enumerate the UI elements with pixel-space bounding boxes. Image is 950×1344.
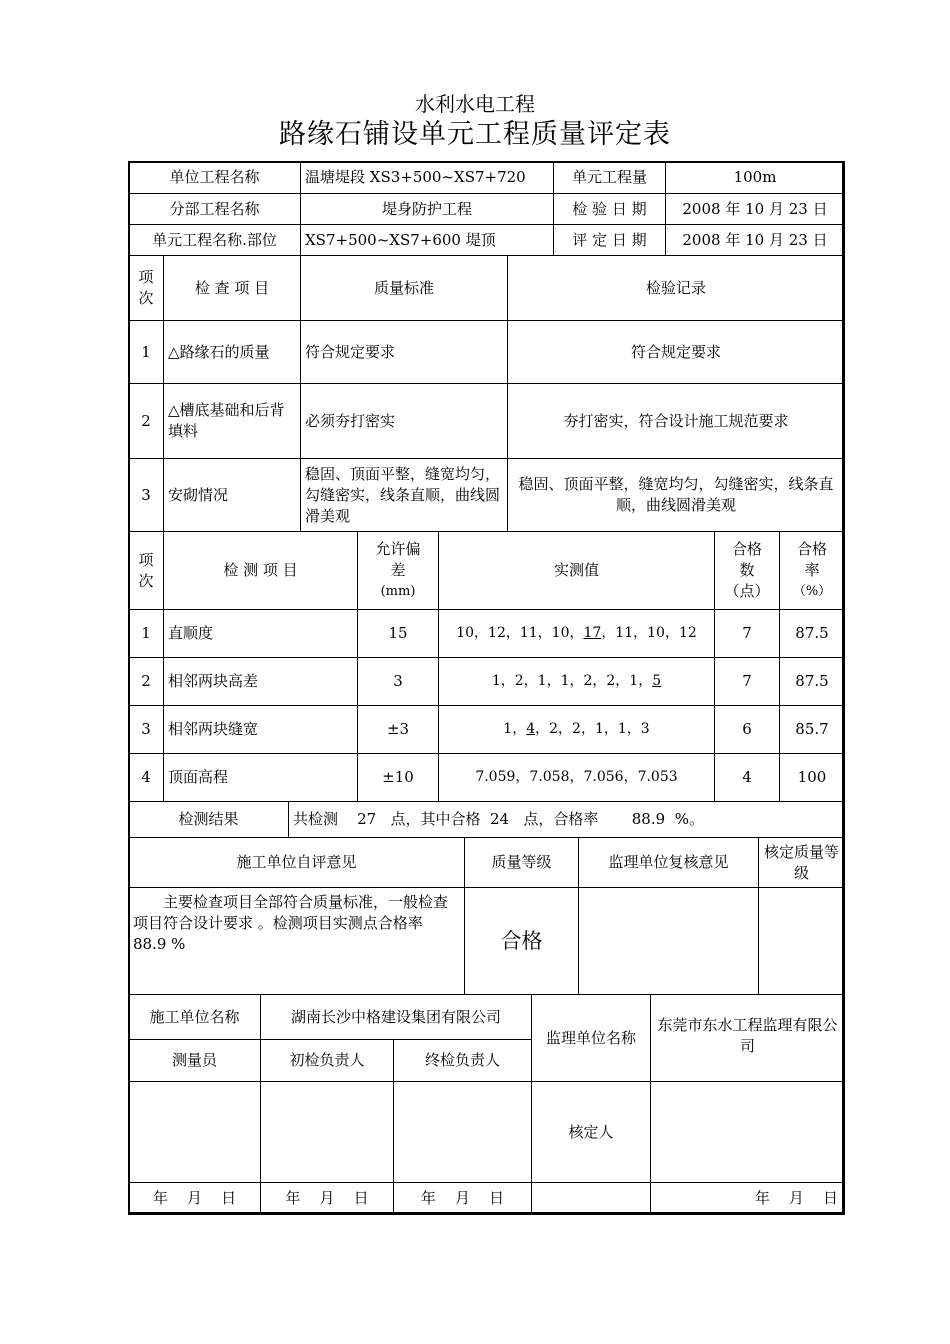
meas-row1-v-u: 17 xyxy=(583,625,602,641)
meas-row3-tol: ±3 xyxy=(358,706,439,754)
meas-row4-tol: ±10 xyxy=(358,754,439,802)
meas-col-rate xyxy=(780,532,845,610)
meas-row1-rate: 87.5 xyxy=(780,610,845,658)
unit-name-value: XS7+500~XS7+600 堤顶 xyxy=(301,225,554,256)
surveyor-label: 测量员 xyxy=(129,1040,261,1082)
initial-check-sign xyxy=(261,1082,394,1183)
approver-label: 核定人 xyxy=(532,1082,651,1183)
meas-row3-no: 3 xyxy=(129,706,164,754)
insp-row1-no: 1 xyxy=(129,321,164,384)
eval-date-value: 2008 年 10 月 23 日 xyxy=(666,225,845,256)
result-text: 共检测 27 点，其中合格 24 点，合格率 88.9 %。 xyxy=(289,802,845,838)
meas-col-no: 项次 xyxy=(129,532,164,610)
insp-col-record: 检验记录 xyxy=(508,256,845,321)
meas-row2-values xyxy=(439,658,715,706)
final-check-sign xyxy=(394,1082,532,1183)
meas-row1-values xyxy=(439,610,715,658)
meas-col-values: 实测值 xyxy=(439,532,715,610)
self-eval-text: 主要检查项目全部符合质量标准，一般检查项目符合设计要求 。检测项目实测点合格率 88.9 % xyxy=(129,888,465,995)
meas-col-rate-3: （%） xyxy=(792,584,832,599)
insp-row1-record: 符合规定要求 xyxy=(508,321,845,384)
header-table xyxy=(128,161,845,256)
signature-table xyxy=(128,994,845,1215)
meas-col-item: 检 测 项 目 xyxy=(164,532,358,610)
meas-col-rate-2: 率 xyxy=(804,561,820,579)
insp-col-item: 检 查 项 目 xyxy=(164,256,301,321)
evaluation-table xyxy=(128,837,845,995)
inspect-date-value: 2008 年 10 月 23 日 xyxy=(666,194,845,225)
meas-row3-values xyxy=(439,706,715,754)
meas-row3-rate: 85.7 xyxy=(780,706,845,754)
insp-row3-no: 3 xyxy=(129,459,164,532)
meas-row2-v-u: 5 xyxy=(652,673,662,689)
title-line1: 水利水电工程 xyxy=(415,92,535,116)
measure-table xyxy=(128,531,845,802)
approver-date-blank xyxy=(532,1183,651,1215)
meas-col-pass-3: （点） xyxy=(724,582,770,600)
result-label: 检测结果 xyxy=(129,802,289,838)
insp-row1-item: △路缘石的质量 xyxy=(164,321,301,384)
meas-row1-v-post: ，11，10，12 xyxy=(601,625,697,641)
insp-row3-standard: 稳固、顶面平整，缝宽均匀，勾缝密实，线条直顺，曲线圆滑美观 xyxy=(301,459,508,532)
insp-col-no: 项次 xyxy=(129,256,164,321)
meas-col-tol-3: (mm) xyxy=(380,584,416,599)
meas-row4-values xyxy=(439,754,715,802)
grade-label: 质量等级 xyxy=(465,838,579,888)
meas-col-pass xyxy=(715,532,780,610)
unit-quantity-value: 100m xyxy=(666,162,845,194)
insp-row2-standard: 必须夯打密实 xyxy=(301,384,508,459)
supervisor-label: 监理单位名称 xyxy=(532,995,651,1082)
review-label: 监理单位复核意见 xyxy=(579,838,759,888)
grade-value: 合格 xyxy=(465,888,579,995)
final-check-date: 年 月 日 xyxy=(394,1183,532,1215)
surveyor-sign xyxy=(129,1082,261,1183)
meas-row1-tol: 15 xyxy=(358,610,439,658)
initial-check-date: 年 月 日 xyxy=(261,1183,394,1215)
insp-row2-item: △槽底基础和后背填料 xyxy=(164,384,301,459)
surveyor-date: 年 月 日 xyxy=(129,1183,261,1215)
approver-date: 年 月 日 xyxy=(651,1183,845,1215)
final-grade-label: 核定质量等级 xyxy=(759,838,845,888)
meas-row2-v-pre: 1，2，1，1，2，2，1， xyxy=(491,673,653,689)
supervisor-value: 东莞市东水工程监理有限公司 xyxy=(651,995,845,1082)
self-eval-label: 施工单位自评意见 xyxy=(129,838,465,888)
meas-row1-no: 1 xyxy=(129,610,164,658)
unit-project-value: 温塘堤段 XS3+500~XS7+720 xyxy=(301,162,554,194)
meas-col-pass-2: 数 xyxy=(739,561,755,579)
meas-row2-pass: 7 xyxy=(715,658,780,706)
meas-col-tol xyxy=(358,532,439,610)
insp-row3-record: 稳固、顶面平整，缝宽均匀，勾缝密实，线条直顺，曲线圆滑美观 xyxy=(508,459,845,532)
contractor-value: 湖南长沙中格建设集团有限公司 xyxy=(261,995,532,1040)
initial-check-label: 初检负责人 xyxy=(261,1040,394,1082)
meas-col-rate-1: 合格 xyxy=(796,540,827,558)
meas-row2-tol: 3 xyxy=(358,658,439,706)
inspect-date-label: 检 验 日 期 xyxy=(554,194,666,225)
meas-row1-pass: 7 xyxy=(715,610,780,658)
insp-row2-no: 2 xyxy=(129,384,164,459)
unit-quantity-label: 单元工程量 xyxy=(554,162,666,194)
meas-row3-v-pre: 1， xyxy=(503,721,527,737)
meas-row2-no: 2 xyxy=(129,658,164,706)
inspection-table xyxy=(128,255,845,532)
meas-row2-rate: 87.5 xyxy=(780,658,845,706)
unit-project-label: 单位工程名称 xyxy=(129,162,301,194)
meas-row4-item: 顶面高程 xyxy=(164,754,358,802)
meas-row4-v-pre: 7.059，7.058，7.056，7.053 xyxy=(475,769,678,785)
approver-sign xyxy=(651,1082,845,1183)
final-check-label: 终检负责人 xyxy=(394,1040,532,1082)
title-line2: 路缘石铺设单元工程质量评定表 xyxy=(279,119,671,150)
meas-row1-item: 直顺度 xyxy=(164,610,358,658)
insp-row3-item: 安砌情况 xyxy=(164,459,301,532)
final-grade-value xyxy=(759,888,845,995)
meas-row3-pass: 6 xyxy=(715,706,780,754)
insp-row1-standard: 符合规定要求 xyxy=(301,321,508,384)
meas-row3-item: 相邻两块缝宽 xyxy=(164,706,358,754)
meas-row4-rate: 100 xyxy=(780,754,845,802)
insp-col-standard: 质量标准 xyxy=(301,256,508,321)
meas-row1-v-pre: 10，12，11，10， xyxy=(456,625,584,641)
meas-row4-pass: 4 xyxy=(715,754,780,802)
meas-col-tol-1: 允许偏 xyxy=(375,540,421,558)
contractor-label: 施工单位名称 xyxy=(129,995,261,1040)
meas-row2-item: 相邻两块高差 xyxy=(164,658,358,706)
meas-col-pass-1: 合格 xyxy=(731,540,762,558)
sub-project-label: 分部工程名称 xyxy=(129,194,301,225)
sub-project-value: 堤身防护工程 xyxy=(301,194,554,225)
unit-name-label: 单元工程名称.部位 xyxy=(129,225,301,256)
result-table xyxy=(128,801,845,838)
eval-date-label: 评 定 日 期 xyxy=(554,225,666,256)
meas-col-tol-2: 差 xyxy=(390,561,406,579)
meas-row3-v-post: ，2，2，1，1，3 xyxy=(535,721,650,737)
insp-row2-record: 夯打密实，符合设计施工规范要求 xyxy=(508,384,845,459)
meas-row4-no: 4 xyxy=(129,754,164,802)
review-value xyxy=(579,888,759,995)
meas-row3-v-u: 4 xyxy=(526,721,536,737)
